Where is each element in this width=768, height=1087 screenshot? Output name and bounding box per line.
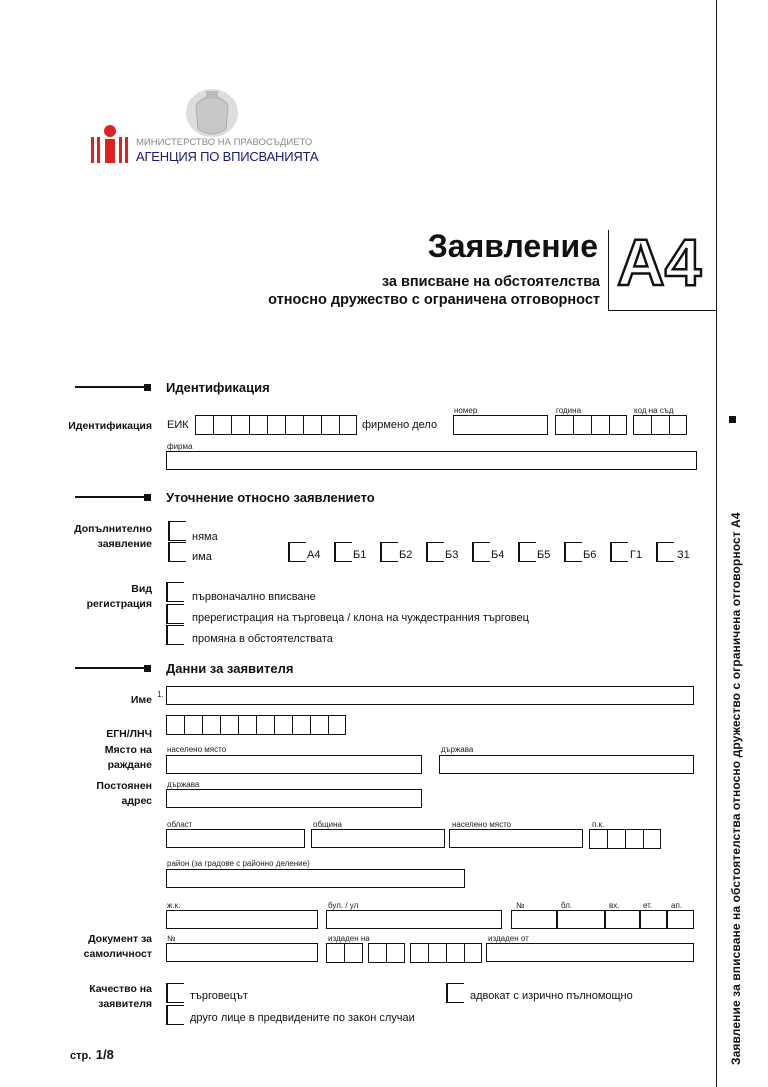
id-document-label: Документ за самоличност — [83, 933, 152, 960]
no-additional-checkbox[interactable] — [168, 521, 186, 541]
agency-logo — [90, 85, 350, 170]
complex-field[interactable] — [166, 910, 318, 929]
additional-application-label: Допълнително заявление — [74, 523, 152, 550]
coat-of-arms-icon — [182, 85, 242, 140]
code-label: Б6 — [583, 549, 597, 561]
code-checkbox[interactable] — [334, 542, 352, 562]
agency-mark-icon — [90, 123, 130, 165]
form-subtitle-2: относно дружество с ограничена отговорност — [268, 292, 600, 308]
case-number-field[interactable] — [453, 415, 548, 435]
code-checkbox[interactable] — [472, 542, 490, 562]
form-title: Заявление — [427, 228, 598, 264]
entrance-label: вх. — [609, 901, 620, 910]
section-heading-clarification: Уточнение относно заявлението — [166, 490, 375, 505]
block-field[interactable] — [557, 910, 605, 929]
permanent-address-label: Постоянен адрес — [96, 780, 152, 807]
change-circumstances-checkbox[interactable] — [166, 625, 184, 645]
code-label: Б4 — [491, 549, 505, 561]
street-number-field[interactable] — [511, 910, 557, 929]
section-rule — [75, 386, 145, 388]
complex-label: ж.к. — [167, 901, 181, 910]
name-label: Име — [130, 694, 152, 706]
page-label: стр. — [70, 1050, 92, 1062]
attorney-checkbox[interactable] — [446, 983, 464, 1003]
code-checkbox[interactable] — [288, 542, 306, 562]
floor-label: ет. — [643, 901, 653, 910]
doc-number-label: № — [167, 934, 176, 943]
initial-registration-checkbox[interactable] — [166, 582, 184, 602]
section-rule — [75, 667, 145, 669]
code-label: Б3 — [445, 549, 459, 561]
applicant-capacity-label: Качество на заявителя — [89, 983, 152, 1010]
postcode-label: п.к. — [592, 820, 605, 829]
birth-place-label: Място на раждане — [104, 744, 152, 771]
issued-on-field[interactable] — [326, 943, 482, 963]
issued-by-label: издаден от — [488, 934, 529, 943]
issued-on-label: издаден на — [328, 934, 370, 943]
address-country-field[interactable] — [166, 789, 422, 808]
birth-country-label: държава — [441, 745, 474, 754]
name-field[interactable] — [166, 686, 694, 705]
form-code: А4 — [617, 225, 702, 299]
doc-number-field[interactable] — [166, 943, 318, 962]
side-title-text: Заявление за вписване на обстоятелства относно дружество с ограничена отговорност А4 — [729, 512, 743, 1065]
company-case-label: фирмено дело — [362, 419, 438, 431]
no-additional-label: няма — [192, 531, 218, 543]
region-label: област — [167, 820, 193, 829]
apartment-label: ап. — [671, 901, 683, 910]
section-rule — [75, 496, 145, 498]
postcode-field[interactable] — [589, 829, 661, 849]
company-label: фирма — [167, 442, 193, 451]
initial-registration-label: първоначално вписване — [192, 591, 316, 603]
attorney-label: адвокат с изрично пълномощно — [470, 990, 633, 1002]
case-year-label: година — [556, 406, 582, 415]
section-marker — [144, 384, 151, 391]
eik-label: ЕИК — [167, 419, 189, 431]
code-checkbox[interactable] — [426, 542, 444, 562]
eik-field[interactable] — [195, 415, 357, 435]
registration-type-label: Вид регистрация — [86, 583, 152, 610]
side-marker — [729, 416, 736, 423]
other-person-checkbox[interactable] — [166, 1005, 184, 1025]
code-label: Г1 — [630, 549, 643, 561]
issued-by-field[interactable] — [486, 943, 694, 962]
address-settlement-label: населено място — [452, 820, 512, 829]
reregistration-checkbox[interactable] — [166, 604, 184, 624]
municipality-field[interactable] — [311, 829, 445, 848]
identification-label: Идентификация — [68, 420, 152, 432]
region-field[interactable] — [166, 829, 305, 848]
company-field[interactable] — [166, 451, 697, 470]
code-checkbox[interactable] — [380, 542, 398, 562]
form-subtitle-1: за вписване на обстоятелства — [381, 274, 600, 290]
birth-country-field[interactable] — [439, 755, 694, 774]
has-additional-label: има — [192, 551, 212, 563]
entrance-field[interactable] — [605, 910, 640, 929]
ministry-name: МИНИСТЕРСТВО НА ПРАВОСЪДИЕТО — [136, 137, 313, 148]
apartment-field[interactable] — [667, 910, 694, 929]
court-code-field[interactable] — [633, 415, 687, 435]
district-field[interactable] — [166, 869, 465, 888]
street-field[interactable] — [326, 910, 502, 929]
section-heading-applicant: Данни за заявителя — [166, 661, 294, 676]
case-year-field[interactable] — [555, 415, 627, 435]
address-settlement-field[interactable] — [449, 829, 583, 848]
street-label: бул. / ул — [328, 901, 359, 910]
case-number-label: номер — [454, 406, 478, 415]
other-person-label: друго лице в предвидените по закон случаи — [190, 1012, 415, 1024]
reregistration-label: пререгистрация на търговеца / клона на чуждестранния търговец — [192, 612, 529, 624]
egn-field[interactable] — [166, 715, 346, 735]
code-label: З1 — [677, 549, 690, 561]
block-label: бл. — [561, 901, 573, 910]
code-checkbox[interactable] — [564, 542, 582, 562]
code-checkbox[interactable] — [518, 542, 536, 562]
court-code-label: код на съд — [634, 406, 674, 415]
code-checkbox[interactable] — [656, 542, 674, 562]
egn-label: ЕГН/ЛНЧ — [106, 728, 152, 740]
agency-name: АГЕНЦИЯ ПО ВПИСВАНИЯТА — [136, 149, 319, 164]
floor-field[interactable] — [640, 910, 667, 929]
section-marker — [144, 494, 151, 501]
birth-settlement-label: населено място — [167, 745, 227, 754]
district-label: район (за градове с районно деление) — [167, 859, 310, 868]
change-circumstances-label: промяна в обстоятелствата — [192, 633, 333, 645]
trader-label: търговецът — [190, 990, 248, 1002]
birth-settlement-field[interactable] — [166, 755, 422, 774]
street-number-label: № — [516, 901, 525, 910]
section-marker — [144, 665, 151, 672]
page-number — [70, 1046, 114, 1064]
code-label: Б2 — [399, 549, 413, 561]
page-value: 1/8 — [95, 1047, 114, 1062]
code-label: Б5 — [537, 549, 551, 561]
code-label: Б1 — [353, 549, 367, 561]
side-vertical-title — [716, 0, 717, 1087]
trader-checkbox[interactable] — [166, 983, 184, 1003]
code-checkbox[interactable] — [610, 542, 628, 562]
form-code-badge — [608, 225, 717, 311]
code-label: А4 — [307, 549, 321, 561]
has-additional-checkbox[interactable] — [168, 542, 186, 562]
name-index: 1. — [157, 690, 164, 699]
section-heading-identification: Идентификация — [166, 380, 270, 395]
municipality-label: община — [313, 820, 342, 829]
address-country-label: държава — [167, 780, 200, 789]
